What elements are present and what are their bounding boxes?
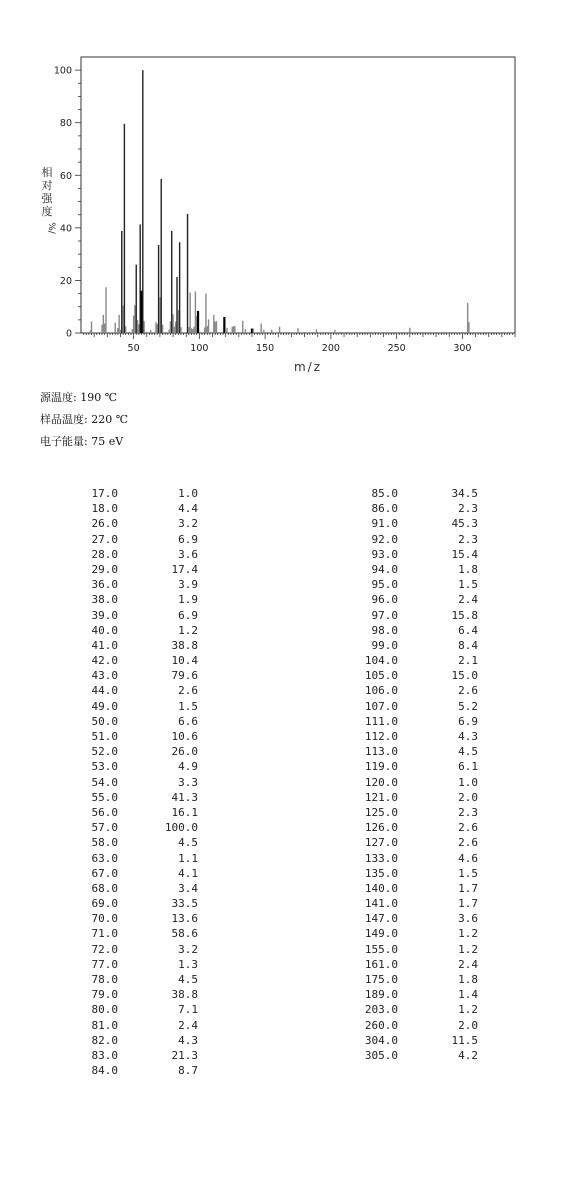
peak-mz-cell: 78.0 — [91, 973, 118, 986]
peak-mz-cell: 119.0 — [364, 760, 398, 774]
peak-intensity-cell: 15.0 — [451, 669, 478, 683]
peak-mz-cell: 97.0 — [371, 608, 398, 622]
y-axis-label-char: 强 — [41, 192, 53, 205]
peak-mz-cell: 38.0 — [91, 593, 118, 607]
plot-frame — [81, 57, 515, 333]
peak-intensity-cell: 1.8 — [458, 562, 478, 576]
peak-intensity-cell: 3.6 — [178, 547, 198, 561]
peak-table-row — [338, 759, 478, 774]
peak-intensity-cell: 41.3 — [171, 790, 198, 804]
peak-intensity-cell: 4.4 — [178, 502, 198, 516]
peak-table-row — [338, 790, 478, 805]
peak-mz-cell: 147.0 — [364, 912, 398, 926]
peak-mz-cell: 86.0 — [371, 502, 398, 516]
y-axis-unit: %/ — [46, 222, 56, 234]
peak-mz-cell: 53.0 — [91, 760, 118, 774]
peak-intensity-cell: 1.9 — [178, 593, 198, 607]
peak-mz-cell: 304.0 — [364, 1033, 398, 1047]
peak-mz-cell: 29.0 — [91, 562, 118, 576]
sample-temperature-label: 样品温度: — [40, 413, 88, 426]
peak-mz-cell: 127.0 — [364, 836, 398, 850]
peak-table-row — [338, 592, 478, 607]
peak-table-row — [338, 699, 478, 714]
peak-table-row — [58, 775, 198, 790]
peak-intensity-cell: 4.1 — [178, 866, 198, 880]
peak-table-row — [338, 911, 478, 926]
peak-intensity-cell: 10.4 — [171, 654, 198, 668]
peak-intensity-cell: 1.5 — [178, 699, 198, 713]
peak-intensity-cell: 45.3 — [451, 517, 478, 531]
peak-table-row — [338, 957, 478, 972]
peak-table-row — [338, 926, 478, 941]
peak-table-right — [338, 486, 478, 1063]
peak-intensity-cell: 2.4 — [178, 1018, 198, 1032]
x-tick-label: 250 — [387, 343, 406, 354]
peak-mz-cell: 305.0 — [364, 1048, 398, 1062]
peak-table-left — [58, 486, 198, 1078]
source-temperature — [40, 389, 117, 405]
x-tick-label: 50 — [127, 343, 140, 354]
peak-table-row — [338, 608, 478, 623]
peak-table-row — [338, 851, 478, 866]
peak-mz-cell: 107.0 — [364, 699, 398, 713]
peak-table-row — [338, 881, 478, 896]
peak-table-row — [338, 562, 478, 577]
peak-intensity-cell: 58.6 — [171, 927, 198, 941]
peak-table-row — [338, 623, 478, 638]
peak-table-row — [338, 729, 478, 744]
peak-table-row — [58, 577, 198, 592]
peak-table-row — [338, 547, 478, 562]
peak-table-row — [58, 1063, 198, 1078]
peak-mz-cell: 80.0 — [91, 1003, 118, 1017]
peak-intensity-cell: 26.0 — [171, 745, 198, 759]
peak-intensity-cell: 100.0 — [164, 821, 198, 835]
peak-mz-cell: 99.0 — [371, 638, 398, 652]
peak-mz-cell: 63.0 — [91, 851, 118, 865]
peak-intensity-cell: 2.6 — [458, 836, 478, 850]
y-tick-label: 100 — [53, 65, 72, 77]
peak-intensity-cell: 5.2 — [458, 699, 478, 713]
peak-intensity-cell: 2.3 — [458, 805, 478, 819]
peak-mz-cell: 50.0 — [91, 714, 118, 728]
peak-intensity-cell: 2.1 — [458, 654, 478, 668]
peak-table-row — [338, 805, 478, 820]
peak-mz-cell: 93.0 — [371, 547, 398, 561]
peak-intensity-cell: 1.2 — [178, 623, 198, 637]
peak-mz-cell: 125.0 — [364, 805, 398, 819]
peak-mz-cell: 91.0 — [371, 517, 398, 531]
peak-table-row — [338, 577, 478, 592]
peak-table-row — [58, 547, 198, 562]
mass-spectrum-chart — [0, 0, 570, 380]
peak-intensity-cell: 38.8 — [171, 638, 198, 652]
peak-mz-cell: 42.0 — [91, 654, 118, 668]
peak-intensity-cell: 4.6 — [458, 851, 478, 865]
y-axis-label-char: 对 — [41, 179, 53, 192]
x-tick-label: 300 — [453, 343, 472, 354]
peak-mz-cell: 17.0 — [91, 487, 118, 500]
peak-table-row — [58, 699, 198, 714]
peak-intensity-cell: 2.6 — [178, 684, 198, 698]
peak-intensity-cell: 38.8 — [171, 988, 198, 1002]
peak-table-row — [338, 942, 478, 957]
peak-mz-cell: 67.0 — [91, 866, 118, 880]
peak-mz-cell: 18.0 — [91, 502, 118, 516]
peak-intensity-cell: 3.2 — [178, 942, 198, 956]
peak-intensity-cell: 4.5 — [178, 836, 198, 850]
peak-mz-cell: 155.0 — [364, 942, 398, 956]
peak-mz-cell: 54.0 — [91, 775, 118, 789]
peak-mz-cell: 82.0 — [91, 1033, 118, 1047]
peak-table-row — [58, 926, 198, 941]
peak-mz-cell: 141.0 — [364, 897, 398, 911]
peak-mz-cell: 140.0 — [364, 881, 398, 895]
peak-mz-cell: 104.0 — [364, 654, 398, 668]
peak-table-row — [58, 729, 198, 744]
peak-intensity-cell: 2.4 — [458, 957, 478, 971]
peak-intensity-cell: 3.2 — [178, 517, 198, 531]
peak-mz-cell: 126.0 — [364, 821, 398, 835]
peak-intensity-cell: 2.4 — [458, 593, 478, 607]
peak-intensity-cell: 6.1 — [458, 760, 478, 774]
peak-mz-cell: 41.0 — [91, 638, 118, 652]
peak-table-row — [58, 683, 198, 698]
y-tick-label: 0 — [65, 328, 72, 340]
peak-table-row — [58, 805, 198, 820]
peak-mz-cell: 175.0 — [364, 973, 398, 986]
y-tick-label: 60 — [59, 170, 72, 182]
peak-intensity-cell: 1.4 — [458, 988, 478, 1002]
peak-intensity-cell: 4.3 — [458, 730, 478, 743]
source-temperature-label: 源温度: — [40, 391, 77, 404]
peak-intensity-cell: 6.4 — [458, 623, 478, 637]
peak-intensity-cell: 6.9 — [178, 532, 198, 546]
peak-mz-cell: 57.0 — [91, 821, 118, 835]
peak-intensity-cell: 1.5 — [458, 866, 478, 880]
peak-mz-cell: 92.0 — [371, 532, 398, 546]
peak-mz-cell: 56.0 — [91, 805, 118, 819]
peak-intensity-cell: 3.9 — [178, 578, 198, 592]
peak-mz-cell: 105.0 — [364, 669, 398, 683]
peak-table-row — [58, 516, 198, 531]
y-axis-label-char: 度 — [41, 205, 53, 218]
peak-intensity-cell: 3.6 — [458, 912, 478, 926]
peak-table-row — [338, 1002, 478, 1017]
peak-intensity-cell: 34.5 — [451, 487, 478, 500]
peak-table-row — [338, 775, 478, 790]
peak-intensity-cell: 3.4 — [178, 881, 198, 895]
electron-energy — [40, 433, 123, 449]
peak-table-row — [338, 1018, 478, 1033]
peak-table-row — [338, 532, 478, 547]
peak-mz-cell: 203.0 — [364, 1003, 398, 1017]
peak-table-row — [58, 851, 198, 866]
peak-mz-cell: 149.0 — [364, 927, 398, 941]
peak-intensity-cell: 1.2 — [458, 1003, 478, 1017]
peak-table-row — [58, 911, 198, 926]
peak-table-row — [338, 1048, 478, 1063]
peak-intensity-cell: 1.2 — [458, 942, 478, 956]
peak-mz-cell: 85.0 — [371, 487, 398, 500]
peak-table-row — [58, 881, 198, 896]
x-axis-label: m/z — [293, 360, 323, 374]
peak-mz-cell: 69.0 — [91, 897, 118, 911]
peak-intensity-cell: 1.0 — [178, 487, 198, 500]
y-axis-label-char: 相 — [41, 166, 53, 179]
peak-table-row — [338, 744, 478, 759]
electron-energy-label: 电子能量: — [40, 435, 88, 448]
y-tick-label: 20 — [59, 275, 72, 287]
peak-table-row — [338, 1033, 478, 1048]
peak-intensity-cell: 2.3 — [458, 532, 478, 546]
peak-mz-cell: 43.0 — [91, 669, 118, 683]
peak-mz-cell: 112.0 — [364, 730, 398, 743]
peak-mz-cell: 133.0 — [364, 851, 398, 865]
peak-table-row — [58, 1048, 198, 1063]
peak-intensity-cell: 1.5 — [458, 578, 478, 592]
peak-mz-cell: 70.0 — [91, 912, 118, 926]
peak-intensity-cell: 6.9 — [458, 714, 478, 728]
peak-table-row — [58, 866, 198, 881]
peak-mz-cell: 68.0 — [91, 881, 118, 895]
peak-table-row — [58, 820, 198, 835]
peak-table-row — [338, 866, 478, 881]
peak-intensity-cell: 2.6 — [458, 821, 478, 835]
peak-intensity-cell: 4.2 — [458, 1048, 478, 1062]
peak-table-row — [58, 790, 198, 805]
peak-table-row — [58, 1033, 198, 1048]
peak-table-row — [58, 835, 198, 850]
peak-mz-cell: 120.0 — [364, 775, 398, 789]
sample-temperature-value: 220 ℃ — [91, 413, 129, 426]
peak-intensity-cell: 21.3 — [171, 1048, 198, 1062]
peak-intensity-cell: 1.2 — [458, 927, 478, 941]
x-tick-label: 150 — [256, 343, 275, 354]
peak-mz-cell: 189.0 — [364, 988, 398, 1002]
peak-mz-cell: 135.0 — [364, 866, 398, 880]
x-tick-label: 200 — [321, 343, 340, 354]
peak-table-row — [338, 896, 478, 911]
peak-intensity-cell: 1.8 — [458, 973, 478, 986]
peak-intensity-cell: 8.7 — [178, 1064, 198, 1078]
peak-intensity-cell: 4.3 — [178, 1033, 198, 1047]
peak-intensity-cell: 2.3 — [458, 502, 478, 516]
peak-mz-cell: 58.0 — [91, 836, 118, 850]
peak-intensity-cell: 2.0 — [458, 1018, 478, 1032]
peak-intensity-cell: 17.4 — [171, 562, 198, 576]
peak-table-row — [58, 623, 198, 638]
peak-intensity-cell: 33.5 — [171, 897, 198, 911]
peak-mz-cell: 121.0 — [364, 790, 398, 804]
peak-mz-cell: 27.0 — [91, 532, 118, 546]
peak-intensity-cell: 79.6 — [171, 669, 198, 683]
peak-table-row — [58, 957, 198, 972]
peak-table-row — [338, 987, 478, 1002]
peak-mz-cell: 28.0 — [91, 547, 118, 561]
peak-intensity-cell: 6.6 — [178, 714, 198, 728]
peak-mz-cell: 260.0 — [364, 1018, 398, 1032]
peak-intensity-cell: 6.9 — [178, 608, 198, 622]
peak-table-row — [58, 744, 198, 759]
peak-intensity-cell: 4.5 — [458, 745, 478, 759]
electron-energy-value: 75 eV — [91, 435, 124, 448]
peak-mz-cell: 113.0 — [364, 745, 398, 759]
peak-table-row — [338, 638, 478, 653]
peak-table-row — [58, 896, 198, 911]
x-tick-label: 100 — [190, 343, 209, 354]
peak-table-row — [58, 972, 198, 987]
peak-intensity-cell: 1.0 — [458, 775, 478, 789]
peak-mz-cell: 79.0 — [91, 988, 118, 1002]
peak-mz-cell: 95.0 — [371, 578, 398, 592]
peak-intensity-cell: 3.3 — [178, 775, 198, 789]
peak-table-row — [338, 486, 478, 501]
peak-mz-cell: 111.0 — [364, 714, 398, 728]
peak-intensity-cell: 10.6 — [171, 730, 198, 743]
peak-mz-cell: 84.0 — [91, 1064, 118, 1078]
peak-table-row — [58, 486, 198, 501]
peak-intensity-cell: 13.6 — [171, 912, 198, 926]
peak-table-row — [58, 532, 198, 547]
peak-intensity-cell: 11.5 — [451, 1033, 478, 1047]
peak-mz-cell: 36.0 — [91, 578, 118, 592]
peak-intensity-cell: 4.9 — [178, 760, 198, 774]
sample-temperature — [40, 411, 128, 427]
y-tick-label: 80 — [59, 118, 72, 130]
peak-table-row — [58, 608, 198, 623]
peak-table-row — [338, 653, 478, 668]
peak-mz-cell: 77.0 — [91, 957, 118, 971]
peak-intensity-cell: 1.7 — [458, 897, 478, 911]
peak-table-row — [58, 1018, 198, 1033]
peak-table-row — [58, 1002, 198, 1017]
peak-table-row — [338, 714, 478, 729]
peak-intensity-cell: 8.4 — [458, 638, 478, 652]
peak-intensity-cell: 4.5 — [178, 973, 198, 986]
peak-mz-cell: 72.0 — [91, 942, 118, 956]
peak-intensity-cell: 1.3 — [178, 957, 198, 971]
peak-table-row — [58, 592, 198, 607]
peak-table-row — [338, 501, 478, 516]
peak-table-row — [338, 683, 478, 698]
peak-table-row — [58, 759, 198, 774]
peak-table-row — [58, 942, 198, 957]
source-temperature-value: 190 ℃ — [80, 391, 118, 404]
peak-table-row — [338, 820, 478, 835]
peak-mz-cell: 51.0 — [91, 730, 118, 743]
peak-table-row — [58, 668, 198, 683]
peak-mz-cell: 26.0 — [91, 517, 118, 531]
peak-mz-cell: 94.0 — [371, 562, 398, 576]
peak-intensity-cell: 2.6 — [458, 684, 478, 698]
peak-table-row — [338, 972, 478, 987]
peak-intensity-cell: 15.8 — [451, 608, 478, 622]
peak-table-row — [338, 668, 478, 683]
peak-intensity-cell: 1.1 — [178, 851, 198, 865]
peak-table-row — [58, 562, 198, 577]
peak-intensity-cell: 7.1 — [178, 1003, 198, 1017]
peak-table-row — [58, 638, 198, 653]
peak-mz-cell: 52.0 — [91, 745, 118, 759]
peak-mz-cell: 98.0 — [371, 623, 398, 637]
peak-table-row — [58, 714, 198, 729]
peak-mz-cell: 40.0 — [91, 623, 118, 637]
y-tick-label: 40 — [59, 223, 72, 235]
peak-table-row — [58, 653, 198, 668]
peak-mz-cell: 106.0 — [364, 684, 398, 698]
peak-mz-cell: 161.0 — [364, 957, 398, 971]
peak-mz-cell: 71.0 — [91, 927, 118, 941]
peak-mz-cell: 83.0 — [91, 1048, 118, 1062]
peak-table-row — [338, 516, 478, 531]
peak-mz-cell: 55.0 — [91, 790, 118, 804]
peak-mz-cell: 81.0 — [91, 1018, 118, 1032]
peak-intensity-cell: 16.1 — [171, 805, 198, 819]
peak-mz-cell: 39.0 — [91, 608, 118, 622]
peak-intensity-cell: 1.7 — [458, 881, 478, 895]
peak-table-row — [338, 835, 478, 850]
peak-intensity-cell: 15.4 — [451, 547, 478, 561]
peak-table-row — [58, 987, 198, 1002]
peak-intensity-cell: 2.0 — [458, 790, 478, 804]
peak-table-row — [58, 501, 198, 516]
peak-mz-cell: 96.0 — [371, 593, 398, 607]
peak-mz-cell: 44.0 — [91, 684, 118, 698]
peak-mz-cell: 49.0 — [91, 699, 118, 713]
